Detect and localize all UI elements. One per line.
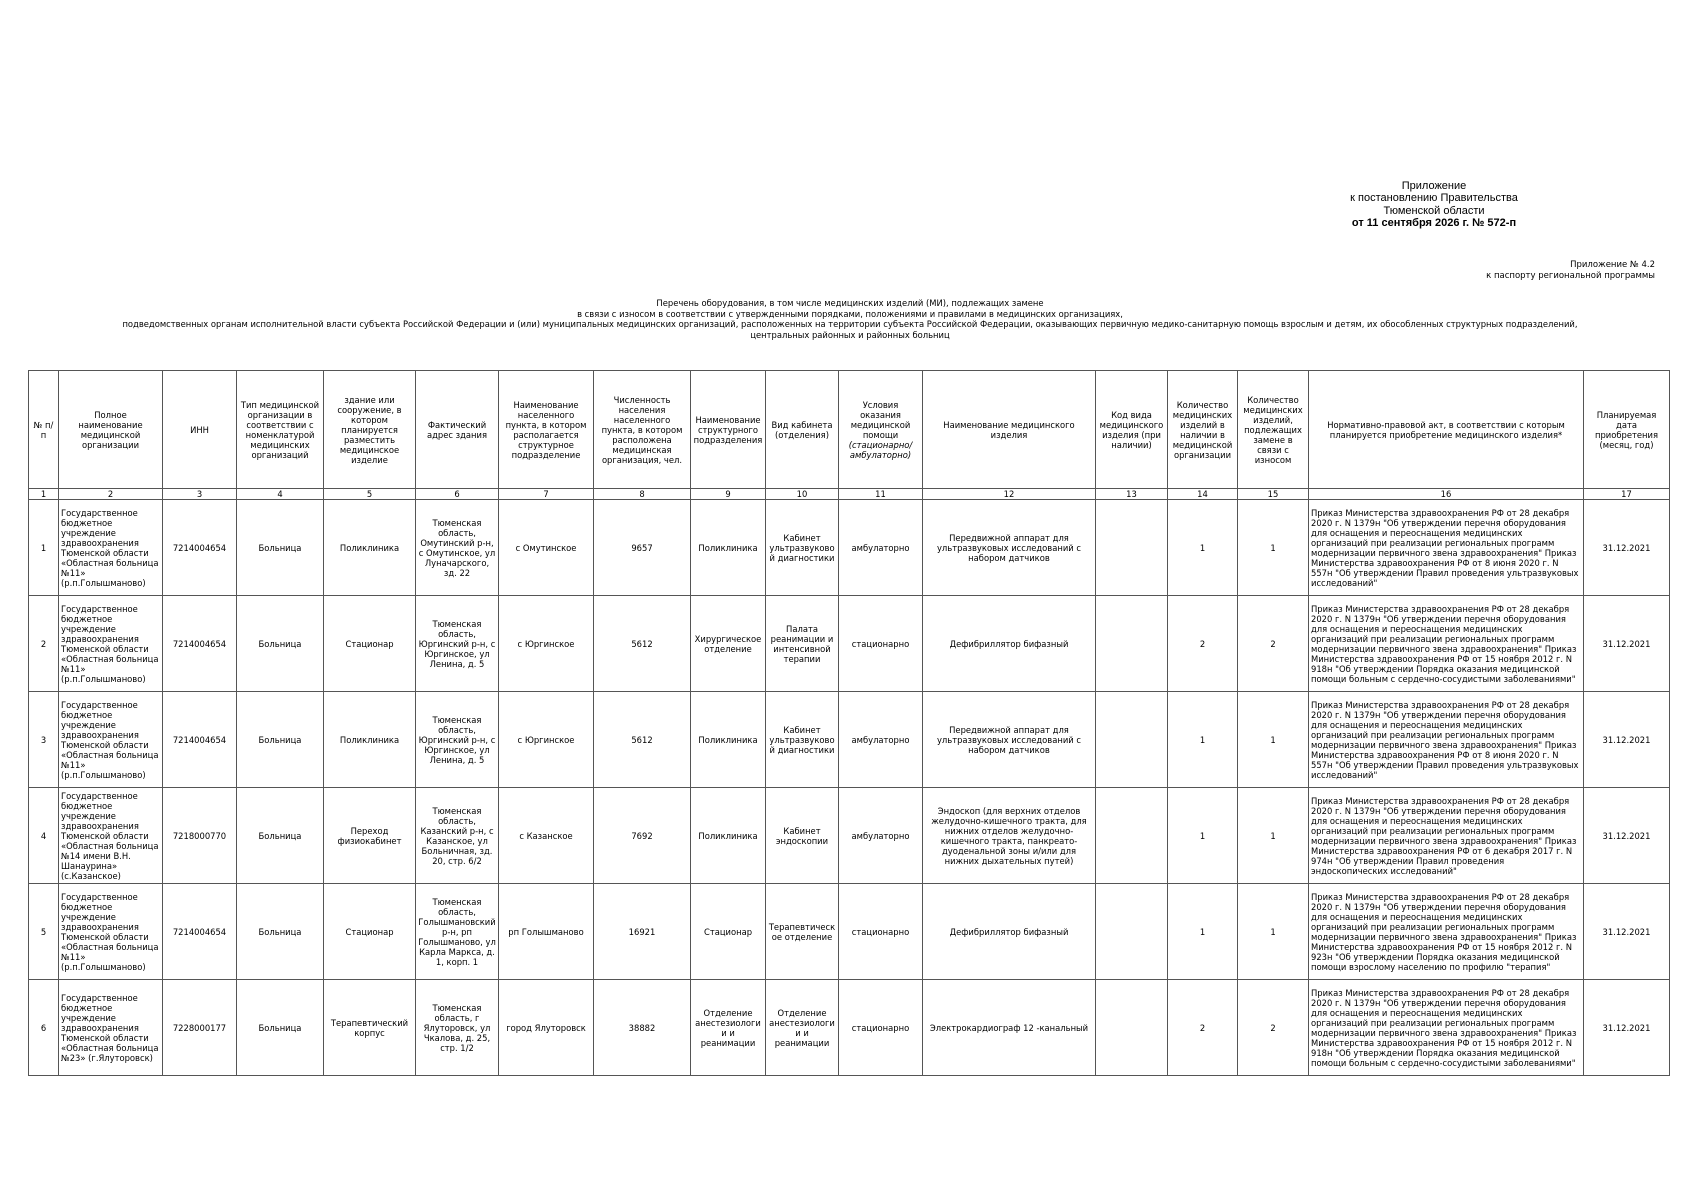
cell-population: 5612 bbox=[594, 596, 691, 692]
cell-device: Эндоскоп (для верхних отделов желудочно-кишечного тракта, для нижних отделов желудочно-кишечного тракта, панкреато-дуоденальной зоны и/или для нижних дыхательных путей) bbox=[923, 788, 1096, 884]
cell-locality: с Омутинское bbox=[499, 500, 594, 596]
header-conditions-label: Условия оказания медицинской помощи bbox=[850, 399, 911, 440]
annex-block bbox=[1486, 260, 1655, 282]
cell-num: 1 bbox=[29, 500, 59, 596]
cell-population: 5612 bbox=[594, 692, 691, 788]
cell-building: Поликлиника bbox=[324, 500, 416, 596]
cell-unit: Хирургическое отделение bbox=[691, 596, 766, 692]
header-address: Фактический адрес здания bbox=[416, 371, 499, 489]
cell-num: 4 bbox=[29, 788, 59, 884]
cell-inn: 7218000770 bbox=[163, 788, 237, 884]
cell-locality: город Ялуторовск bbox=[499, 980, 594, 1076]
cell-building: Поликлиника bbox=[324, 692, 416, 788]
cell-type: Больница bbox=[237, 980, 324, 1076]
header-conditions-note: (стационарно/амбулаторно) bbox=[848, 439, 913, 460]
column-number: 2 bbox=[59, 489, 163, 500]
cell-type: Больница bbox=[237, 596, 324, 692]
table-header-row bbox=[29, 371, 1670, 489]
cell-address: Тюменская область, Юргинский р-н, с Юргинское, ул Ленина, д. 5 bbox=[416, 596, 499, 692]
approval-line-4: от 11 сентября 2026 г. № 572-п bbox=[1351, 217, 1517, 230]
cell-unit: Поликлиника bbox=[691, 500, 766, 596]
header-act: Нормативно-правовой акт, в соответствии с которым планируется приобретение медицинского изделия* bbox=[1309, 371, 1584, 489]
approval-block bbox=[1304, 180, 1564, 230]
cell-org: Государственное бюджетное учреждение здравоохранения Тюменской области «Областная больница №11» (р.п.Голышманово) bbox=[59, 596, 163, 692]
cell-building: Стационар bbox=[324, 596, 416, 692]
header-building: здание или сооружение, в котором планируется разместить медицинское изделие bbox=[324, 371, 416, 489]
cell-code bbox=[1096, 884, 1168, 980]
cell-act: Приказ Министерства здравоохранения РФ от 28 декабря 2020 г. N 1379н "Об утверждении перечня оборудования для оснащения и переоснащения медицинских организаций при реализации региональных программ модернизации первичного звена здравоохранения" Приказ Министерства здравоохранения РФ от 6 декабря 2017 г. N 974н "Об утверждении Правил проведения эндоскопических исследований" bbox=[1309, 788, 1584, 884]
cell-qty-have: 1 bbox=[1168, 884, 1238, 980]
cell-unit: Поликлиника bbox=[691, 788, 766, 884]
column-number: 12 bbox=[923, 489, 1096, 500]
cell-act: Приказ Министерства здравоохранения РФ от 28 декабря 2020 г. N 1379н "Об утверждении перечня оборудования для оснащения и переоснащения медицинских организаций при реализации региональных программ модернизации первичного звена здравоохранения" Приказ Министерства здравоохранения РФ от 15 ноября 2012 г. N 918н "Об утверждении Порядка оказания медицинской помощи больным с сердечно-сосудистыми заболеваниями" bbox=[1309, 980, 1584, 1076]
cell-cabinet: Кабинет ультразвуковой диагностики bbox=[766, 692, 839, 788]
column-number: 15 bbox=[1238, 489, 1309, 500]
cell-cabinet: Отделение анестезиологии и реанимации bbox=[766, 980, 839, 1076]
cell-locality: с Юргинское bbox=[499, 692, 594, 788]
column-number: 17 bbox=[1584, 489, 1670, 500]
table-row bbox=[29, 692, 1670, 788]
cell-population: 7692 bbox=[594, 788, 691, 884]
cell-qty-replace: 2 bbox=[1238, 980, 1309, 1076]
column-number: 7 bbox=[499, 489, 594, 500]
cell-building: Стационар bbox=[324, 884, 416, 980]
header-num: № п/п bbox=[29, 371, 59, 489]
cell-num: 5 bbox=[29, 884, 59, 980]
cell-qty-replace: 1 bbox=[1238, 884, 1309, 980]
table-row bbox=[29, 500, 1670, 596]
cell-type: Больница bbox=[237, 884, 324, 980]
annex-line-1: Приложение № 4.2 bbox=[1570, 260, 1655, 270]
cell-cabinet: Кабинет ультразвуковой диагностики bbox=[766, 500, 839, 596]
cell-device: Дефибриллятор бифазный bbox=[923, 884, 1096, 980]
cell-device: Передвижной аппарат для ультразвуковых исследований с набором датчиков bbox=[923, 692, 1096, 788]
header-qty-have: Количество медицинских изделий в наличии в медицинской организации bbox=[1168, 371, 1238, 489]
cell-qty-have: 1 bbox=[1168, 692, 1238, 788]
cell-address: Тюменская область, Юргинский р-н, с Юргинское, ул Ленина, д. 5 bbox=[416, 692, 499, 788]
cell-conditions: стационарно bbox=[839, 980, 923, 1076]
column-number: 10 bbox=[766, 489, 839, 500]
column-number: 8 bbox=[594, 489, 691, 500]
cell-code bbox=[1096, 980, 1168, 1076]
cell-unit: Поликлиника bbox=[691, 692, 766, 788]
cell-inn: 7214004654 bbox=[163, 884, 237, 980]
cell-device: Дефибриллятор бифазный bbox=[923, 596, 1096, 692]
cell-cabinet: Терапевтическое отделение bbox=[766, 884, 839, 980]
cell-building: Переход физиокабинет bbox=[324, 788, 416, 884]
cell-code bbox=[1096, 596, 1168, 692]
approval-line-2: к постановлению Правительства bbox=[1350, 192, 1518, 205]
header-type: Тип медицинской организации в соответствии с номенклатурой медицинских организаций bbox=[237, 371, 324, 489]
cell-address: Тюменская область, г Ялуторовск, ул Чкалова, д. 25, стр. 1/2 bbox=[416, 980, 499, 1076]
cell-act: Приказ Министерства здравоохранения РФ от 28 декабря 2020 г. N 1379н "Об утверждении перечня оборудования для оснащения и переоснащения медицинских организаций при реализации региональных программ модернизации первичного звена здравоохранения" Приказ Министерства здравоохранения РФ от 8 июня 2020 г. N 557н "Об утверждении Правил проведения ультразвуковых исследований" bbox=[1309, 692, 1584, 788]
cell-conditions: амбулаторно bbox=[839, 500, 923, 596]
cell-num: 6 bbox=[29, 980, 59, 1076]
cell-address: Тюменская область, Голышмановский р-н, рп Голышманово, ул Карла Маркса, д. 1, корп. 1 bbox=[416, 884, 499, 980]
cell-locality: с Юргинское bbox=[499, 596, 594, 692]
cell-date: 31.12.2021 bbox=[1584, 884, 1670, 980]
header-date: Планируемая дата приобретения (месяц, год) bbox=[1584, 371, 1670, 489]
cell-qty-have: 2 bbox=[1168, 980, 1238, 1076]
header-qty-replace: Количество медицинских изделий, подлежащих замене в связи с износом bbox=[1238, 371, 1309, 489]
header-conditions bbox=[839, 371, 923, 489]
cell-conditions: стационарно bbox=[839, 596, 923, 692]
column-number: 3 bbox=[163, 489, 237, 500]
title-line-1: Перечень оборудования, в том числе медицинских изделий (МИ), подлежащих замене bbox=[656, 298, 1044, 308]
cell-org: Государственное бюджетное учреждение здравоохранения Тюменской области «Областная больница №14 имени В.Н. Шанаурина» (с.Казанское) bbox=[59, 788, 163, 884]
column-number: 16 bbox=[1309, 489, 1584, 500]
document-title bbox=[30, 298, 1670, 340]
title-line-3: подведомственных органам исполнительной власти субъекта Российской Федерации и (или) муниципальных медицинских организаций, расположенных на территории субъекта Российской Федерации, оказывающих первичную медико-санитарную помощь взрослым и детям, их обособленных структурных подразделений, bbox=[122, 319, 1578, 330]
cell-type: Больница bbox=[237, 692, 324, 788]
cell-locality: с Казанское bbox=[499, 788, 594, 884]
cell-device: Передвижной аппарат для ультразвуковых исследований с набором датчиков bbox=[923, 500, 1096, 596]
table-row bbox=[29, 980, 1670, 1076]
column-number: 1 bbox=[29, 489, 59, 500]
table-row bbox=[29, 596, 1670, 692]
cell-qty-replace: 1 bbox=[1238, 692, 1309, 788]
cell-code bbox=[1096, 500, 1168, 596]
cell-code bbox=[1096, 692, 1168, 788]
cell-org: Государственное бюджетное учреждение здравоохранения Тюменской области «Областная больница №11» (р.п.Голышманово) bbox=[59, 500, 163, 596]
cell-date: 31.12.2021 bbox=[1584, 500, 1670, 596]
column-number: 5 bbox=[324, 489, 416, 500]
cell-qty-replace: 1 bbox=[1238, 788, 1309, 884]
annex-line-2: к паспорту региональной программы bbox=[1486, 271, 1655, 281]
cell-unit: Отделение анестезиологии и реанимации bbox=[691, 980, 766, 1076]
cell-org: Государственное бюджетное учреждение здравоохранения Тюменской области «Областная больница №11» (р.п.Голышманово) bbox=[59, 884, 163, 980]
cell-act: Приказ Министерства здравоохранения РФ от 28 декабря 2020 г. N 1379н "Об утверждении перечня оборудования для оснащения и переоснащения медицинских организаций при реализации региональных программ модернизации первичного звена здравоохранения" Приказ Министерства здравоохранения РФ от 15 ноября 2012 г. N 923н "Об утверждении Порядка оказания медицинской помощи взрослому населению по профилю "терапия" bbox=[1309, 884, 1584, 980]
column-number: 6 bbox=[416, 489, 499, 500]
cell-qty-replace: 2 bbox=[1238, 596, 1309, 692]
header-cabinet: Вид кабинета (отделения) bbox=[766, 371, 839, 489]
cell-population: 9657 bbox=[594, 500, 691, 596]
cell-date: 31.12.2021 bbox=[1584, 980, 1670, 1076]
cell-num: 3 bbox=[29, 692, 59, 788]
cell-act: Приказ Министерства здравоохранения РФ от 28 декабря 2020 г. N 1379н "Об утверждении перечня оборудования для оснащения и переоснащения медицинских организаций при реализации региональных программ модернизации первичного звена здравоохранения" Приказ Министерства здравоохранения РФ от 15 ноября 2012 г. N 918н "Об утверждении Порядка оказания медицинской помощи больным с сердечно-сосудистыми заболеваниями" bbox=[1309, 596, 1584, 692]
cell-population: 38882 bbox=[594, 980, 691, 1076]
header-population: Численность населения населенного пункта, в котором расположена медицинская организация, чел. bbox=[594, 371, 691, 489]
approval-line-1: Приложение bbox=[1401, 180, 1467, 192]
cell-num: 2 bbox=[29, 596, 59, 692]
header-locality: Наименование населенного пункта, в котором располагается структурное подразделение bbox=[499, 371, 594, 489]
cell-date: 31.12.2021 bbox=[1584, 692, 1670, 788]
table-row bbox=[29, 788, 1670, 884]
cell-type: Больница bbox=[237, 788, 324, 884]
cell-conditions: амбулаторно bbox=[839, 788, 923, 884]
cell-qty-have: 2 bbox=[1168, 596, 1238, 692]
cell-org: Государственное бюджетное учреждение здравоохранения Тюменской области «Областная больница №11» (р.п.Голышманово) bbox=[59, 692, 163, 788]
cell-inn: 7214004654 bbox=[163, 596, 237, 692]
cell-act: Приказ Министерства здравоохранения РФ от 28 декабря 2020 г. N 1379н "Об утверждении перечня оборудования для оснащения и переоснащения медицинских организаций при реализации региональных программ модернизации первичного звена здравоохранения" Приказ Министерства здравоохранения РФ от 8 июня 2020 г. N 557н "Об утверждении Правил проведения ультразвуковых исследований" bbox=[1309, 500, 1584, 596]
cell-qty-have: 1 bbox=[1168, 788, 1238, 884]
title-line-2: в связи с износом в соответствии с утвержденными порядками, положениями и правилами в медицинских организациях, bbox=[577, 308, 1123, 319]
column-number: 14 bbox=[1168, 489, 1238, 500]
cell-locality: рп Голышманово bbox=[499, 884, 594, 980]
header-code: Код вида медицинского изделия (при наличии) bbox=[1096, 371, 1168, 489]
cell-inn: 7214004654 bbox=[163, 500, 237, 596]
cell-unit: Стационар bbox=[691, 884, 766, 980]
cell-address: Тюменская область, Омутинский р-н, с Омутинское, ул Луначарского, зд. 22 bbox=[416, 500, 499, 596]
column-number: 13 bbox=[1096, 489, 1168, 500]
cell-inn: 7214004654 bbox=[163, 692, 237, 788]
cell-qty-replace: 1 bbox=[1238, 500, 1309, 596]
cell-org: Государственное бюджетное учреждение здравоохранения Тюменской области «Областная больница №23» (г.Ялуторовск) bbox=[59, 980, 163, 1076]
column-numbers-row bbox=[29, 489, 1670, 500]
header-inn: ИНН bbox=[163, 371, 237, 489]
header-device: Наименование медицинского изделия bbox=[923, 371, 1096, 489]
equipment-table bbox=[28, 370, 1670, 1076]
header-unit: Наименование структурного подразделения bbox=[691, 371, 766, 489]
cell-inn: 7228000177 bbox=[163, 980, 237, 1076]
column-number: 11 bbox=[839, 489, 923, 500]
cell-cabinet: Кабинет эндоскопии bbox=[766, 788, 839, 884]
header-org: Полное наименование медицинской организации bbox=[59, 371, 163, 489]
cell-device: Электрокардиограф 12 -канальный bbox=[923, 980, 1096, 1076]
column-number: 4 bbox=[237, 489, 324, 500]
cell-conditions: стационарно bbox=[839, 884, 923, 980]
cell-type: Больница bbox=[237, 500, 324, 596]
approval-line-3: Тюменской области bbox=[1383, 204, 1485, 217]
cell-date: 31.12.2021 bbox=[1584, 788, 1670, 884]
cell-code bbox=[1096, 788, 1168, 884]
cell-population: 16921 bbox=[594, 884, 691, 980]
cell-conditions: амбулаторно bbox=[839, 692, 923, 788]
cell-address: Тюменская область, Казанский р-н, с Казанское, ул Больничная, зд. 20, стр. 6/2 bbox=[416, 788, 499, 884]
column-number: 9 bbox=[691, 489, 766, 500]
title-line-4: центральных районных и районных больниц bbox=[750, 329, 950, 340]
table-row bbox=[29, 884, 1670, 980]
cell-building: Терапевтический корпус bbox=[324, 980, 416, 1076]
cell-qty-have: 1 bbox=[1168, 500, 1238, 596]
cell-cabinet: Палата реанимации и интенсивной терапии bbox=[766, 596, 839, 692]
cell-date: 31.12.2021 bbox=[1584, 596, 1670, 692]
